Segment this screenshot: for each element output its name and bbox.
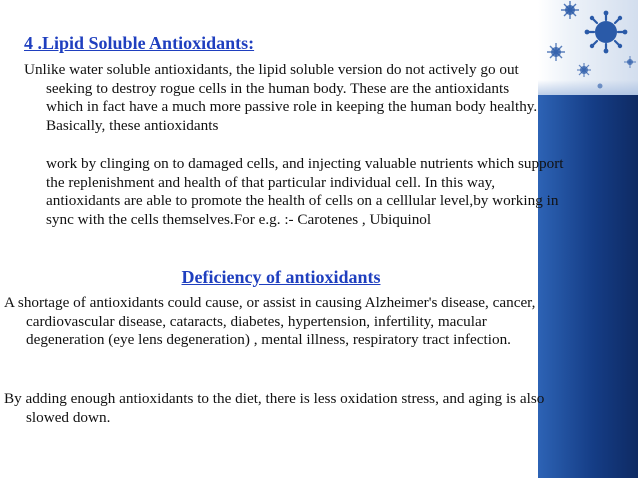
- paragraph-lipid-soluble-intro: Unlike water soluble antioxidants, the lipid soluble version do not actively go out seeking to destroy rogue cells in the human body. These are the antioxidants which in fact have a much more passive role in keeping the human body healthy. Basically, these antioxidants: [24, 61, 538, 134]
- section-heading-lipid-soluble: 4 .Lipid Soluble Antioxidants:: [24, 33, 255, 53]
- decorative-side-panel: [538, 0, 638, 478]
- blue-band: [538, 95, 638, 478]
- virus-cluster-icon: [538, 0, 638, 110]
- paragraph-lipid-soluble-mechanism: work by clinging on to damaged cells, and injecting valuable nutrients which support the replenishment and health of that particular individual cell. In this way, antioxidants are able to promote the health of cells on a celllular level,by working in sync with the cells themselves.For e.g. :- Carotenes , Ubiquinol: [46, 155, 564, 228]
- paragraph-deficiency-effects: A shortage of antioxidants could cause, or assist in causing Alzheimer's disease, cancer, cardiovascular disease, cataracts, diabetes, hypertension, infertility, macular degeneration (eye lens degeneration) , mental illness, respiratory tract infection.: [4, 294, 536, 349]
- paragraph-antioxidant-benefit: By adding enough antioxidants to the diet, there is less oxidation stress, and aging is also slowed down.: [4, 390, 545, 426]
- section-heading-deficiency: Deficiency of antioxidants: [181, 267, 381, 287]
